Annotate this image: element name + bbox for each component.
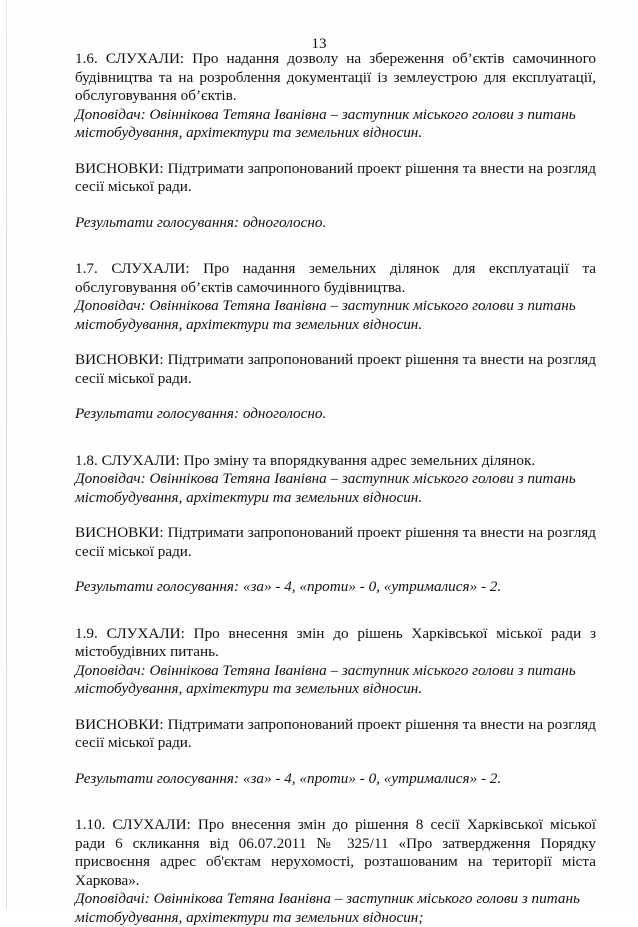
speaker-text: Овіннікова Тетяна Іванівна – заступник міського голови з питань містобудування, архітектури та земельних відносин.: [75, 105, 576, 141]
speaker-text: Овіннікова Тетяна Іванівна – заступник міського голови з питань містобудування, архітектури та земельних відносин.: [75, 297, 576, 333]
voting-result: [75, 578, 596, 597]
conclusion-label: ВИСНОВКИ:: [75, 524, 164, 541]
agenda-item-1-8: [75, 452, 596, 597]
listen-text: Про надання земельних ділянок для експлуатації та обслуговування об’єктів самочинного будівництва.: [75, 260, 597, 296]
agenda-item-1-9: [75, 625, 596, 789]
speaker-paragraph: [75, 106, 596, 143]
conclusion-paragraph: [75, 524, 596, 561]
speaker-text: Овіннікова Тетяна Іванівна – заступник міського голови з питань містобудування, архітектури та земельних відносин.: [75, 470, 576, 506]
listen-paragraph: [75, 816, 596, 890]
voting-text: «за» - 4, «проти» - 0, «утрималися» - 2.: [242, 578, 502, 595]
listen-paragraph: [75, 50, 596, 106]
item-number: 1.6.: [75, 50, 98, 67]
voting-text: одноголосно.: [242, 405, 327, 422]
listen-text: Про зміну та впорядкування адрес земельних ділянок.: [183, 451, 536, 469]
voting-label: Результати голосування:: [75, 213, 240, 231]
voting-label: Результати голосування:: [75, 405, 240, 422]
listen-label: СЛУХАЛИ:: [111, 260, 190, 277]
speaker-text: Овіннікова Тетяна Іванівна – заступник міського голови з питань містобудування, архітектури та земельних відносин.: [75, 661, 576, 697]
speaker-paragraph: [75, 470, 596, 507]
listen-paragraph: [75, 260, 596, 297]
speaker-label: Доповідач:: [75, 661, 146, 679]
listen-label: СЛУХАЛИ:: [106, 624, 185, 642]
speaker-label: Доповідач:: [75, 297, 146, 314]
item-number: 1.10.: [75, 816, 106, 833]
speaker-label: Доповідач:: [75, 470, 146, 487]
voting-label: Результати голосування:: [75, 578, 240, 595]
listen-text: Про внесення змін до рішення 8 сесії Харківської міської ради 6 скликання від 06.07.2011 № 325/11 «Про затвердження Порядку присвоєння адрес об'єктам нерухомості, розташованим на території міста Харкова».: [75, 816, 597, 889]
speaker-paragraph: [75, 890, 596, 927]
voting-result: [75, 214, 596, 233]
conclusion-paragraph: [75, 351, 596, 388]
conclusion-text: Підтримати запропонований проект рішення та внести на розгляд сесії міської ради.: [75, 524, 597, 560]
voting-result: [75, 770, 596, 789]
listen-text: Про надання дозволу на збереження об’єктів самочинного будівництва та на розроблення документації із землеустрою для експлуатації, обслуговування об’єктів.: [75, 50, 597, 104]
conclusion-paragraph: [75, 160, 596, 197]
scan-edge: [6, 0, 7, 910]
listen-text: Про внесення змін до рішень Харківської міської ради з містобудівних питань.: [75, 624, 596, 660]
conclusion-label: ВИСНОВКИ:: [75, 159, 164, 177]
voting-label: Результати голосування:: [75, 769, 240, 787]
voting-result: [75, 405, 596, 424]
conclusion-paragraph: [75, 716, 596, 753]
listen-label: СЛУХАЛИ:: [105, 50, 185, 67]
listen-label: СЛУХАЛИ:: [112, 816, 191, 833]
listen-paragraph: [75, 452, 596, 471]
minutes-body: [75, 50, 596, 927]
agenda-item-1-10: [75, 816, 596, 927]
agenda-item-1-6: [75, 50, 596, 232]
conclusion-text: Підтримати запропонований проект рішення та внести на розгляд сесії міської ради.: [75, 351, 597, 387]
speaker-label: Доповідачі:: [75, 890, 150, 907]
conclusion-label: ВИСНОВКИ:: [75, 715, 164, 733]
agenda-item-1-7: [75, 260, 596, 424]
speaker-text: Овіннікова Тетяна Іванівна – заступник міського голови з питань містобудування, архітектури та земельних відносин;: [75, 890, 580, 926]
listen-label: СЛУХАЛИ:: [101, 451, 180, 469]
item-number: 1.8.: [75, 451, 98, 469]
page-number: 13: [311, 36, 327, 52]
speaker-label: Доповідач:: [75, 105, 146, 123]
speaker-paragraph: [75, 662, 596, 699]
conclusion-text: Підтримати запропонований проект рішення та внести на розгляд сесії міської ради.: [75, 159, 597, 195]
listen-paragraph: [75, 625, 596, 662]
voting-text: одноголосно.: [242, 213, 327, 231]
speaker-paragraph: [75, 297, 596, 334]
conclusion-text: Підтримати запропонований проект рішення та внести на розгляд сесії міської ради.: [75, 715, 597, 751]
conclusion-label: ВИСНОВКИ:: [75, 351, 164, 368]
voting-text: «за» - 4, «проти» - 0, «утрималися» - 2.: [242, 769, 502, 787]
item-number: 1.7.: [75, 260, 98, 277]
item-number: 1.9.: [75, 624, 98, 642]
